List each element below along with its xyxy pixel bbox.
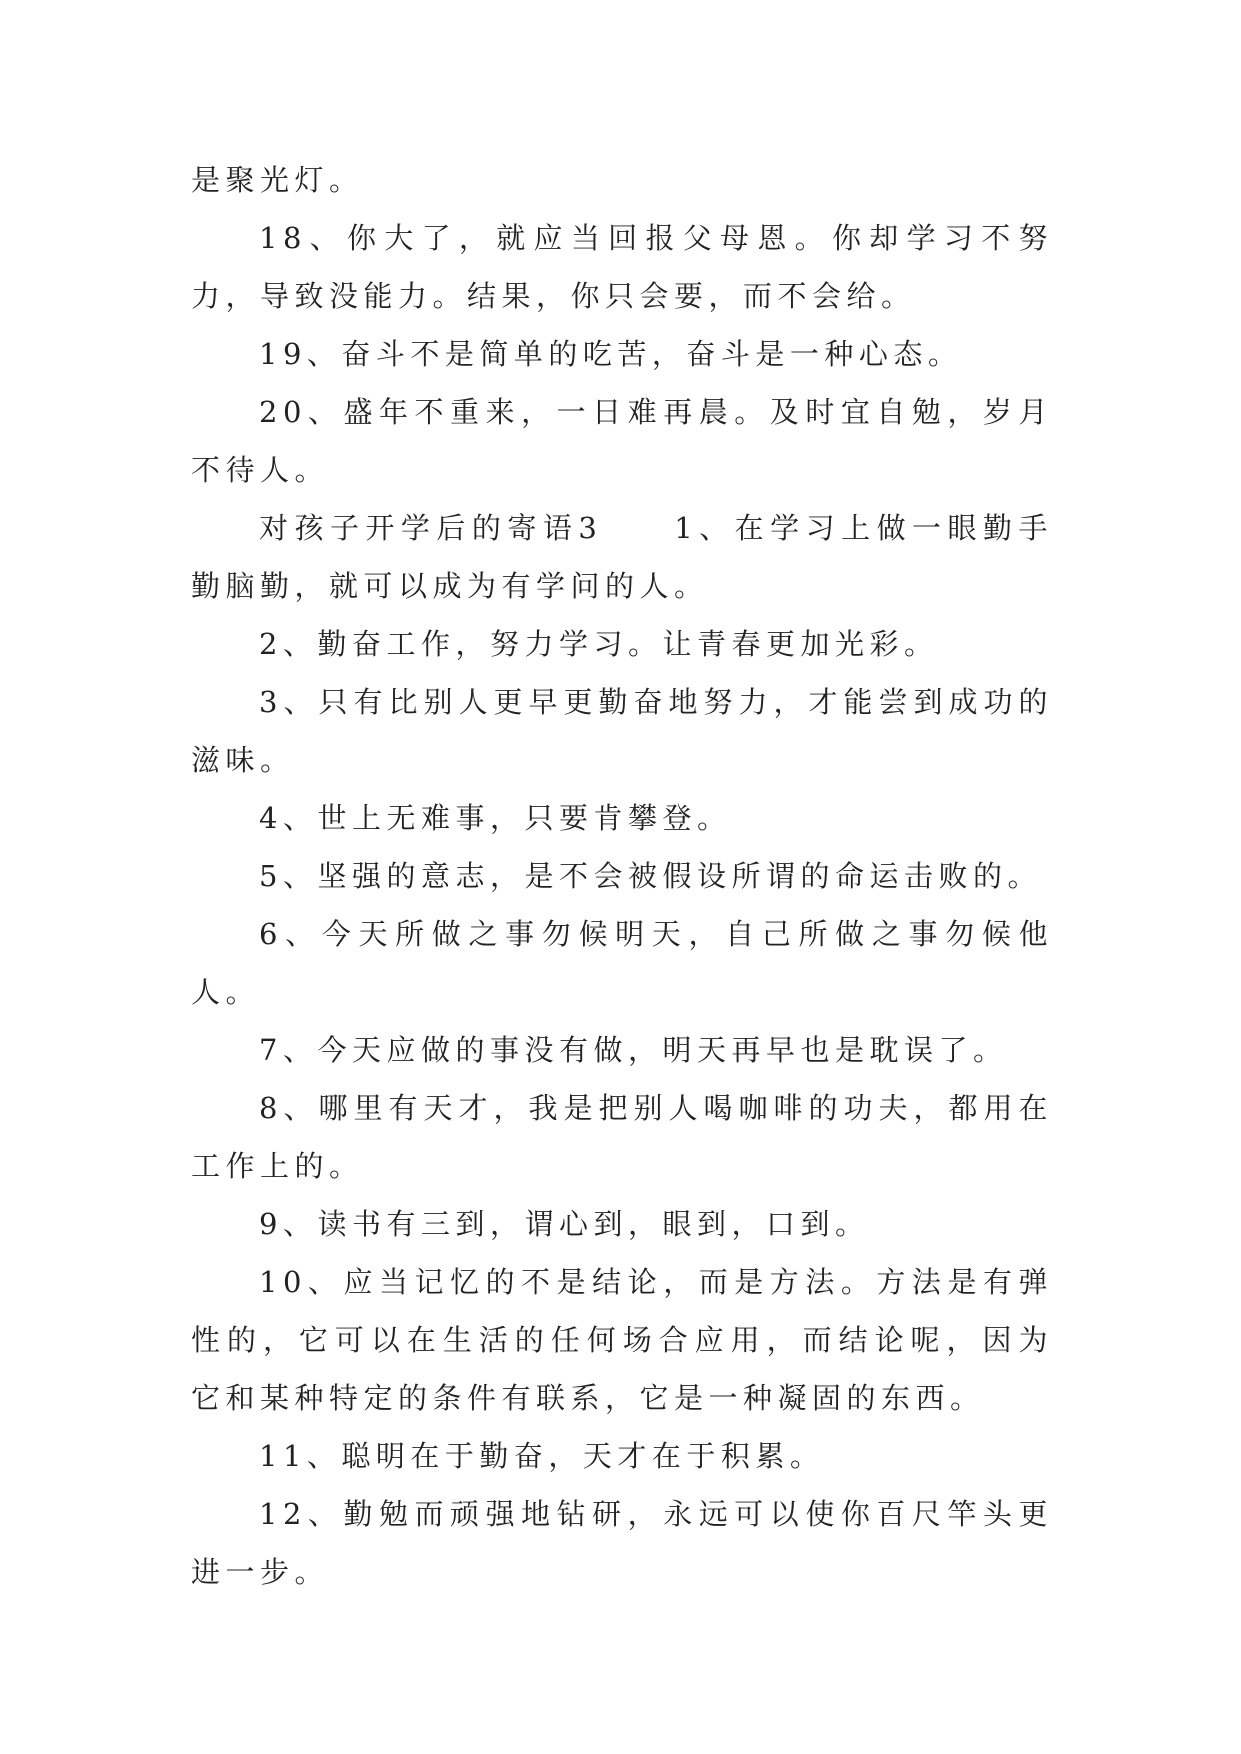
paragraph-item-10: 10、应当记忆的不是结论，而是方法。方法是有弹性的，它可以在生活的任何场合应用，而结论呢，因为它和某种特定的条件有联系，它是一种凝固的东西。 <box>191 1265 1053 1415</box>
paragraph-item-4: 4、世上无难事，只要肯攀登。 <box>259 801 732 835</box>
paragraph-item-6: 6、今天所做之事勿候明天，自己所做之事勿候他人。 <box>191 917 1053 1009</box>
paragraph-item-5: 5、坚强的意志，是不会被假设所谓的命运击败的。 <box>259 859 1042 893</box>
paragraph-continuation: 是聚光灯。 <box>191 163 364 197</box>
paragraph-item-19: 19、奋斗不是简单的吃苦，奋斗是一种心态。 <box>259 337 963 371</box>
paragraph-item-8: 8、哪里有天才，我是把别人喝咖啡的功夫，都用在工作上的。 <box>191 1091 1053 1183</box>
paragraph-item-7: 7、今天应做的事没有做，明天再早也是耽误了。 <box>259 1033 1008 1067</box>
paragraph-item-20: 20、盛年不重来，一日难再晨。及时宜自勉，岁月不待人。 <box>191 395 1053 487</box>
section-heading-with-item-1: 对孩子开学后的寄语3 1、在学习上做一眼勤手勤脑勤，就可以成为有学问的人。 <box>191 511 1053 603</box>
paragraph-item-11: 11、聪明在于勤奋，天才在于积累。 <box>259 1439 825 1473</box>
paragraph-item-18: 18、你大了，就应当回报父母恩。你却学习不努力，导致没能力。结果，你只会要，而不会给。 <box>191 221 1053 313</box>
document-body <box>191 151 1053 1601</box>
paragraph-item-2: 2、勤奋工作，努力学习。让青春更加光彩。 <box>259 627 939 661</box>
paragraph-item-9: 9、读书有三到，谓心到，眼到，口到。 <box>259 1207 870 1241</box>
paragraph-item-12: 12、勤勉而顽强地钻研，永远可以使你百尺竿头更进一步。 <box>191 1497 1053 1589</box>
paragraph-item-3: 3、只有比别人更早更勤奋地努力，才能尝到成功的滋味。 <box>191 685 1053 777</box>
